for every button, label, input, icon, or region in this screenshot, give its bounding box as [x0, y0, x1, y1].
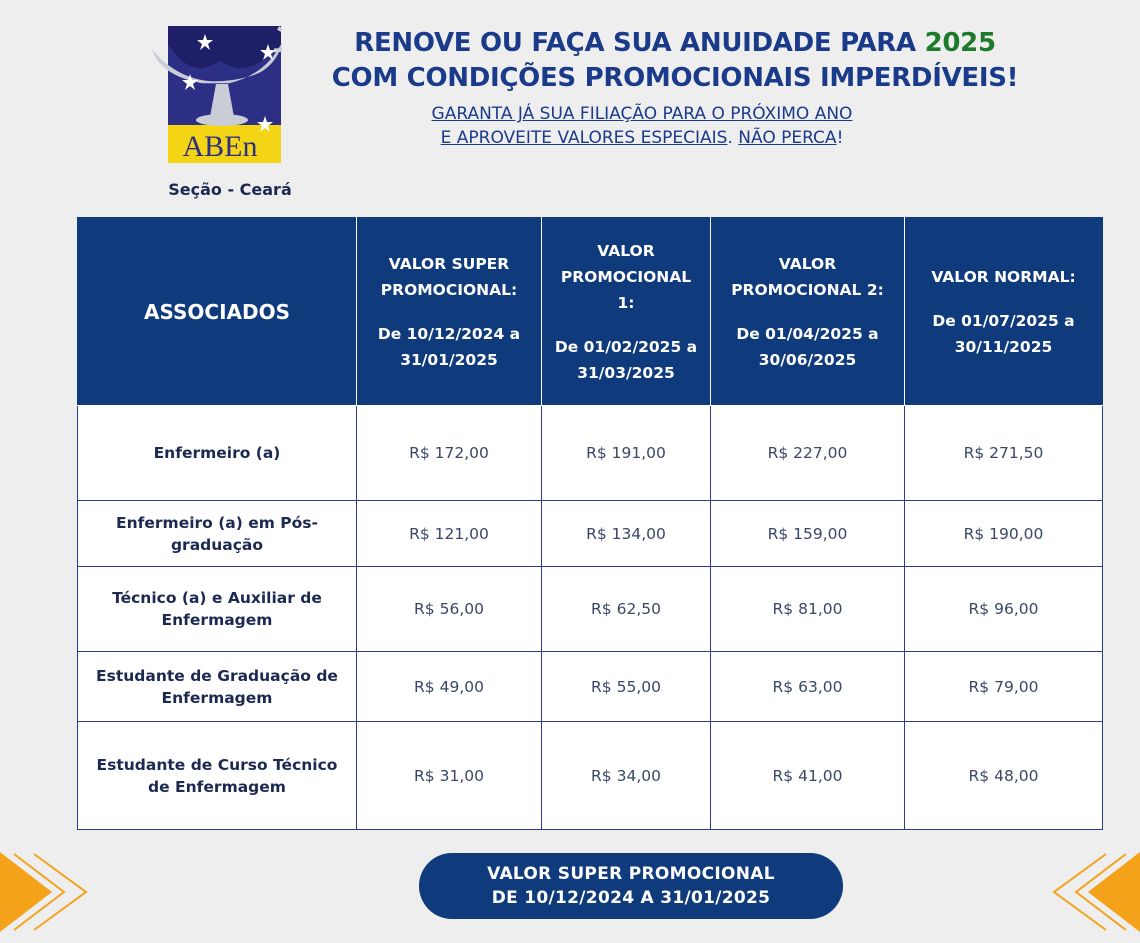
price-cell: R$ 41,00 — [711, 722, 905, 830]
price-cell: R$ 56,00 — [357, 567, 542, 652]
price-cell: R$ 49,00 — [357, 652, 542, 722]
price-cell: R$ 191,00 — [542, 406, 711, 501]
price-cell: R$ 55,00 — [542, 652, 711, 722]
chevron-arrows-left-icon — [1050, 852, 1140, 932]
price-cell: R$ 134,00 — [542, 501, 711, 567]
row-category: Estudante de Graduação de Enfermagem — [78, 652, 357, 722]
price-cell: R$ 62,50 — [542, 567, 711, 652]
aben-logo — [150, 22, 282, 164]
row-category: Enfermeiro (a) em Pós-graduação — [78, 501, 357, 567]
column-header: VALOR PROMOCIONAL 1: De 01/02/2025 a 31/03/2025 — [542, 218, 711, 406]
row-category: Técnico (a) e Auxiliar de Enfermagem — [78, 567, 357, 652]
promo-pill-line-1: VALOR SUPER PROMOCIONAL — [487, 864, 775, 884]
headline — [300, 26, 1050, 96]
section-label: Seção - Ceará — [168, 180, 292, 199]
price-cell: R$ 227,00 — [711, 406, 905, 501]
headline-line-2: COM CONDIÇÕES PROMOCIONAIS IMPERDÍVEIS! — [331, 63, 1019, 93]
price-cell: R$ 159,00 — [711, 501, 905, 567]
price-cell: R$ 96,00 — [905, 567, 1103, 652]
headline-year: 2025 — [924, 28, 996, 58]
row-category: Enfermeiro (a) — [78, 406, 357, 501]
price-cell: R$ 34,00 — [542, 722, 711, 830]
subheadline-line-1: GARANTA JÁ SUA FILIAÇÃO PARA O PRÓXIMO ANO — [431, 104, 853, 124]
table-header-row — [78, 218, 1103, 406]
price-cell: R$ 81,00 — [711, 567, 905, 652]
table-row — [78, 501, 1103, 567]
price-cell: R$ 63,00 — [711, 652, 905, 722]
column-header: VALOR PROMOCIONAL 2: De 01/04/2025 a 30/06/2025 — [711, 218, 905, 406]
headline-line-1: RENOVE OU FAÇA SUA ANUIDADE PARA 2025 — [354, 28, 996, 58]
chevron-arrows-right-icon — [0, 852, 92, 932]
promo-pill-banner — [419, 853, 843, 919]
promo-pill-line-2: DE 10/12/2024 A 31/01/2025 — [491, 888, 771, 908]
subheadline-line-2: E APROVEITE VALORES ESPECIAIS. NÃO PERCA! — [440, 128, 844, 148]
price-cell: R$ 79,00 — [905, 652, 1103, 722]
price-cell: R$ 48,00 — [905, 722, 1103, 830]
row-category: Estudante de Curso Técnico de Enfermagem — [78, 722, 357, 830]
subheadline — [342, 102, 942, 150]
logo-wordmark: ABEn — [182, 130, 258, 163]
table-row — [78, 652, 1103, 722]
column-header: VALOR NORMAL: De 01/07/2025 a 30/11/2025 — [905, 218, 1103, 406]
price-table — [77, 217, 1103, 830]
column-header-associados: ASSOCIADOS — [78, 218, 357, 406]
price-cell: R$ 31,00 — [357, 722, 542, 830]
column-header: VALOR SUPER PROMOCIONAL: De 10/12/2024 a 31/01/2025 — [357, 218, 542, 406]
table-row — [78, 406, 1103, 501]
price-cell: R$ 190,00 — [905, 501, 1103, 567]
table-row — [78, 567, 1103, 652]
price-cell: R$ 271,50 — [905, 406, 1103, 501]
price-cell: R$ 172,00 — [357, 406, 542, 501]
table-row — [78, 722, 1103, 830]
price-cell: R$ 121,00 — [357, 501, 542, 567]
